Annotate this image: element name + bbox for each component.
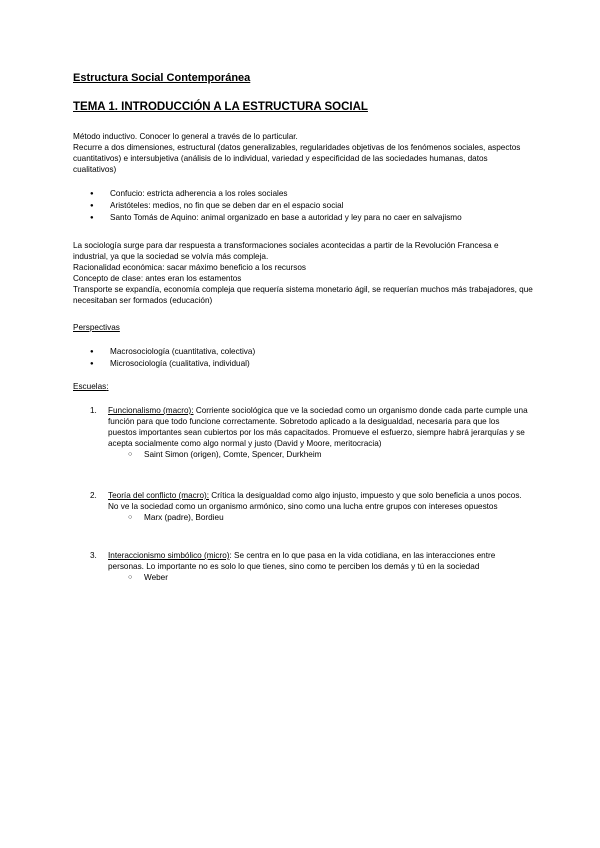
escuelas-heading-text: Escuelas: [73, 382, 107, 391]
intro-paragraph: [73, 131, 533, 175]
escuela-head: Interaccionismo simbólico (micro): [108, 551, 230, 560]
sub-item: ○ Marx (padre), Bordieu: [128, 512, 530, 523]
escuela-head: Funcionalismo (macro):: [108, 406, 194, 415]
escuela-body: [108, 405, 530, 460]
tema-heading: TEMA 1. INTRODUCCIÓN A LA ESTRUCTURA SOCIAL: [73, 101, 368, 113]
list-item: ● Confucio: estricta adherencia a los roles sociales: [90, 188, 530, 200]
sub-item: ○ Weber: [128, 572, 530, 583]
paragraph-line: La sociología surge para dar respuesta a transformaciones sociales acontecidas a partir de la Revolución Francesa e industrial, ya que la sociedad se volvía más compleja.: [73, 241, 499, 261]
list-item: ● Microsociología (cualitativa, individual): [90, 358, 530, 370]
intro-line: Método inductivo. Conocer lo general a través de lo particular.: [73, 132, 298, 141]
escuela-text: : Se centra en lo que pasa en la vida cotidiana, en las interacciones entre personas. Lo importante no es solo lo que tienes, sino como te perciben los demás y tú en la sociedad: [108, 551, 496, 571]
escuela-head: Teoría del conflicto (macro):: [108, 491, 210, 500]
paragraph-line: Concepto de clase: antes eran los estamentos: [73, 274, 242, 283]
thinkers-list: [90, 188, 530, 224]
sub-item: ○ Saint Simon (origen), Comte, Spencer, Durkheim: [128, 449, 530, 460]
list-number: 3.: [90, 551, 97, 560]
escuela-item: [90, 550, 530, 583]
list-number: 2.: [90, 491, 97, 500]
intro-line: Recurre a dos dimensiones, estructural (datos generalizables, regularidades objetivas de los fenómenos sociales, aspectos cuantitativos) e intersubjetiva (análisis de lo individual, variedad y especificidad de las sociedades humanas, datos cualitativos): [73, 143, 521, 174]
sociology-paragraph: [73, 240, 533, 306]
list-item: ● Aristóteles: medios, no fin que se deben dar en el espacio social: [90, 200, 530, 212]
escuela-item: [90, 405, 530, 460]
list-number: 1.: [90, 406, 97, 415]
escuela-text: Corriente sociológica que ve la sociedad como un organismo donde cada parte cumple una función para que todo funcione correctamente. Sobretodo aplicado a la desigualdad, necesaria para que los puestos importantes sean cubiertos por los más capacitados. Promueve el esfuerzo, siempre habrá jerarquías y se acepta socialmente como algo normal y justo (David y Moore, meritocracia): [108, 406, 528, 448]
perspectivas-list: [90, 346, 530, 370]
escuelas-heading: [73, 382, 109, 391]
paragraph-line: Racionalidad económica: sacar máximo beneficio a los recursos: [73, 263, 306, 272]
escuela-body: [108, 490, 530, 523]
list-item: ● Santo Tomás de Aquino: animal organizado en base a autoridad y ley para no caer en salvajismo: [90, 212, 530, 224]
perspectivas-heading: Perspectivas: [73, 323, 120, 332]
escuelas-heading-colon: :: [106, 382, 109, 391]
escuela-body: [108, 550, 530, 583]
escuela-item: [90, 490, 530, 523]
escuela-text: Crítica la desigualdad como algo injusto, impuesto y que solo beneficia a unos pocos. No ve la sociedad como un organismo armónico, sino como una lucha entre grupos con intereses opuestos: [108, 491, 522, 511]
list-item: ● Macrosociología (cuantitativa, colectiva): [90, 346, 530, 358]
document-title: Estructura Social Contemporánea: [73, 72, 251, 84]
paragraph-line: Transporte se expandía, economía compleja que requería sistema monetario ágil, se requerían muchos más trabajadores, que necesitaban ser formados (educación): [73, 285, 533, 305]
